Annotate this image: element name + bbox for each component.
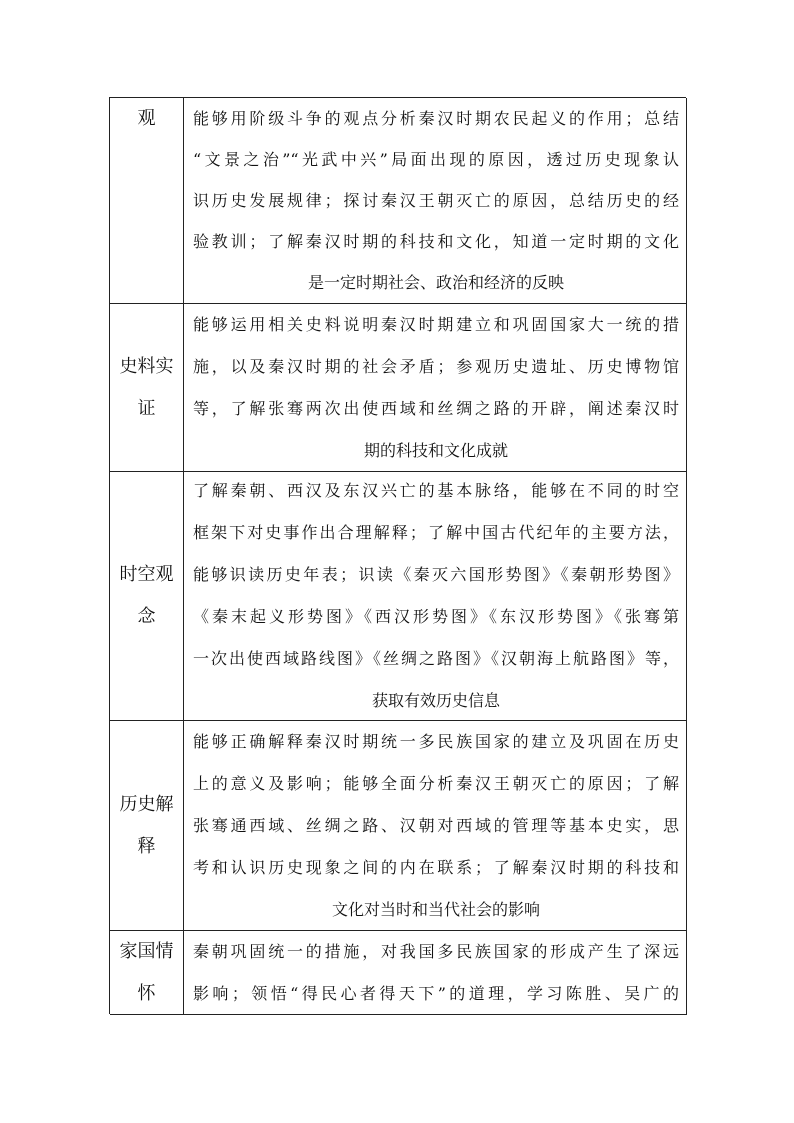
row-label: 家国情 xyxy=(119,940,174,962)
content-line: 获取有效历史信息 xyxy=(371,691,500,710)
row-label-cell xyxy=(110,304,184,472)
row-label-cell xyxy=(110,721,184,931)
literacy-goals-table xyxy=(109,97,686,1014)
content-line: 一次出使西域路线图》《丝绸之路图》《汉朝海上航路图》等， xyxy=(193,649,679,668)
content-line: “文景之治”“光武中兴”局面出现的原因，透过历史现象认 xyxy=(193,150,679,169)
content-line: 了解秦朝、西汉及东汉兴亡的基本脉络，能够在不同的时空 xyxy=(193,481,679,500)
content-line: 验教训；了解秦汉时期的科技和文化，知道一定时期的文化 xyxy=(193,232,679,251)
content-line: 能够用阶级斗争的观点分析秦汉时期农民起义的作用；总结 xyxy=(193,109,679,128)
content-line: 文化对当时和当代社会的影响 xyxy=(331,899,540,919)
content-line: 张骞通西域、丝绸之路、汉朝对西域的管理等基本史实，思 xyxy=(193,815,679,835)
content-line: 施，以及秦汉时期的社会矛盾；参观历史遗址、历史博物馆 xyxy=(193,356,679,376)
row-content-cell xyxy=(184,472,687,721)
content-line: 等，了解张骞两次出使西域和丝绸之路的开辟，阐述秦汉时 xyxy=(193,398,679,418)
row-content-cell xyxy=(184,931,687,1015)
row-label: 证 xyxy=(137,397,156,419)
content-line: 能够识读历史年表；识读《秦灭六国形势图》《秦朝形势图》 xyxy=(193,565,679,584)
row-label: 释 xyxy=(137,835,156,857)
content-line: 秦朝巩固统一的措施，对我国多民族国家的形成产生了深远 xyxy=(193,941,679,961)
content-line: 《秦末起义形势图》《西汉形势图》《东汉形势图》《张骞第 xyxy=(193,607,679,626)
content-line: 期的科技和文化成就 xyxy=(363,440,508,460)
row-label: 史料实 xyxy=(119,355,174,377)
row-label-cell xyxy=(110,98,184,304)
content-line: 影响；领悟“得民心者得天下”的道理，学习陈胜、吴广的 xyxy=(193,983,679,1003)
row-content-cell xyxy=(184,721,687,931)
content-line: 上的意义及影响；能够全面分析秦汉王朝灭亡的原因；了解 xyxy=(193,773,679,793)
row-label: 时空观 xyxy=(119,564,174,585)
row-label: 历史解 xyxy=(119,793,174,815)
row-label: 怀 xyxy=(137,982,156,1004)
content-line: 框架下对史事作出合理解释；了解中国古代纪年的主要方法， xyxy=(193,523,679,542)
row-label-cell xyxy=(110,472,184,721)
content-line: 考和认识历史现象之间的内在联系；了解秦汉时期的科技和 xyxy=(193,857,679,877)
content-line: 能够运用相关史料说明秦汉时期建立和巩固国家大一统的措 xyxy=(193,314,679,334)
row-label: 观 xyxy=(137,108,156,129)
row-label-cell xyxy=(110,931,184,1015)
content-line: 是一定时期社会、政治和经济的反映 xyxy=(307,273,564,292)
content-line: 能够正确解释秦汉时期统一多民族国家的建立及巩固在历史 xyxy=(193,731,679,751)
row-content-cell xyxy=(184,304,687,472)
content-line: 识历史发展规律；探讨秦汉王朝灭亡的原因，总结历史的经 xyxy=(193,191,679,210)
row-content-cell xyxy=(184,98,687,304)
row-label: 念 xyxy=(137,606,156,627)
